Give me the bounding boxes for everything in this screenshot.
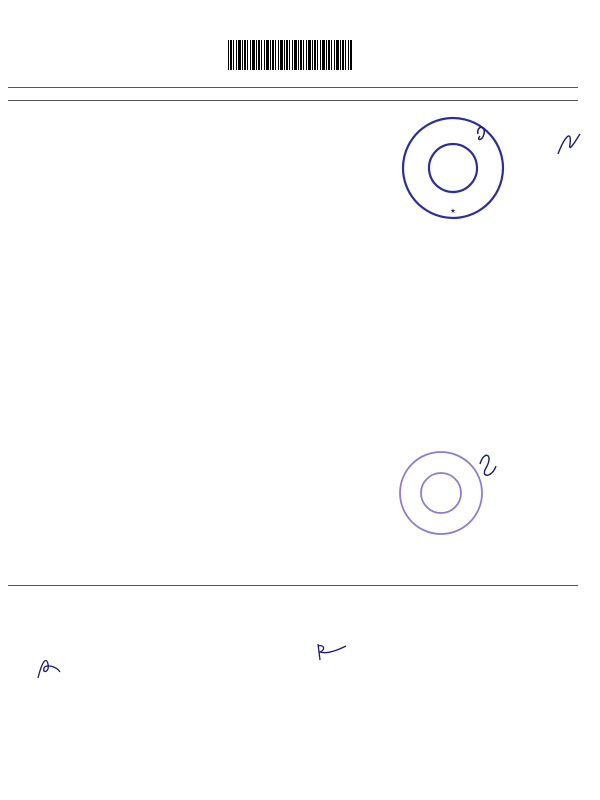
footer-rule bbox=[8, 585, 578, 586]
handwritten-note-2 bbox=[474, 428, 574, 518]
header-rule-bottom bbox=[8, 100, 578, 101]
verifier-signature bbox=[34, 652, 64, 682]
handwritten-note-1 bbox=[472, 120, 582, 200]
star-icon: ★ bbox=[450, 206, 456, 216]
bank-seal-stamp-2 bbox=[396, 448, 486, 538]
barcode bbox=[228, 40, 352, 70]
header-rule-top bbox=[8, 87, 578, 88]
staff-signature bbox=[312, 640, 352, 665]
